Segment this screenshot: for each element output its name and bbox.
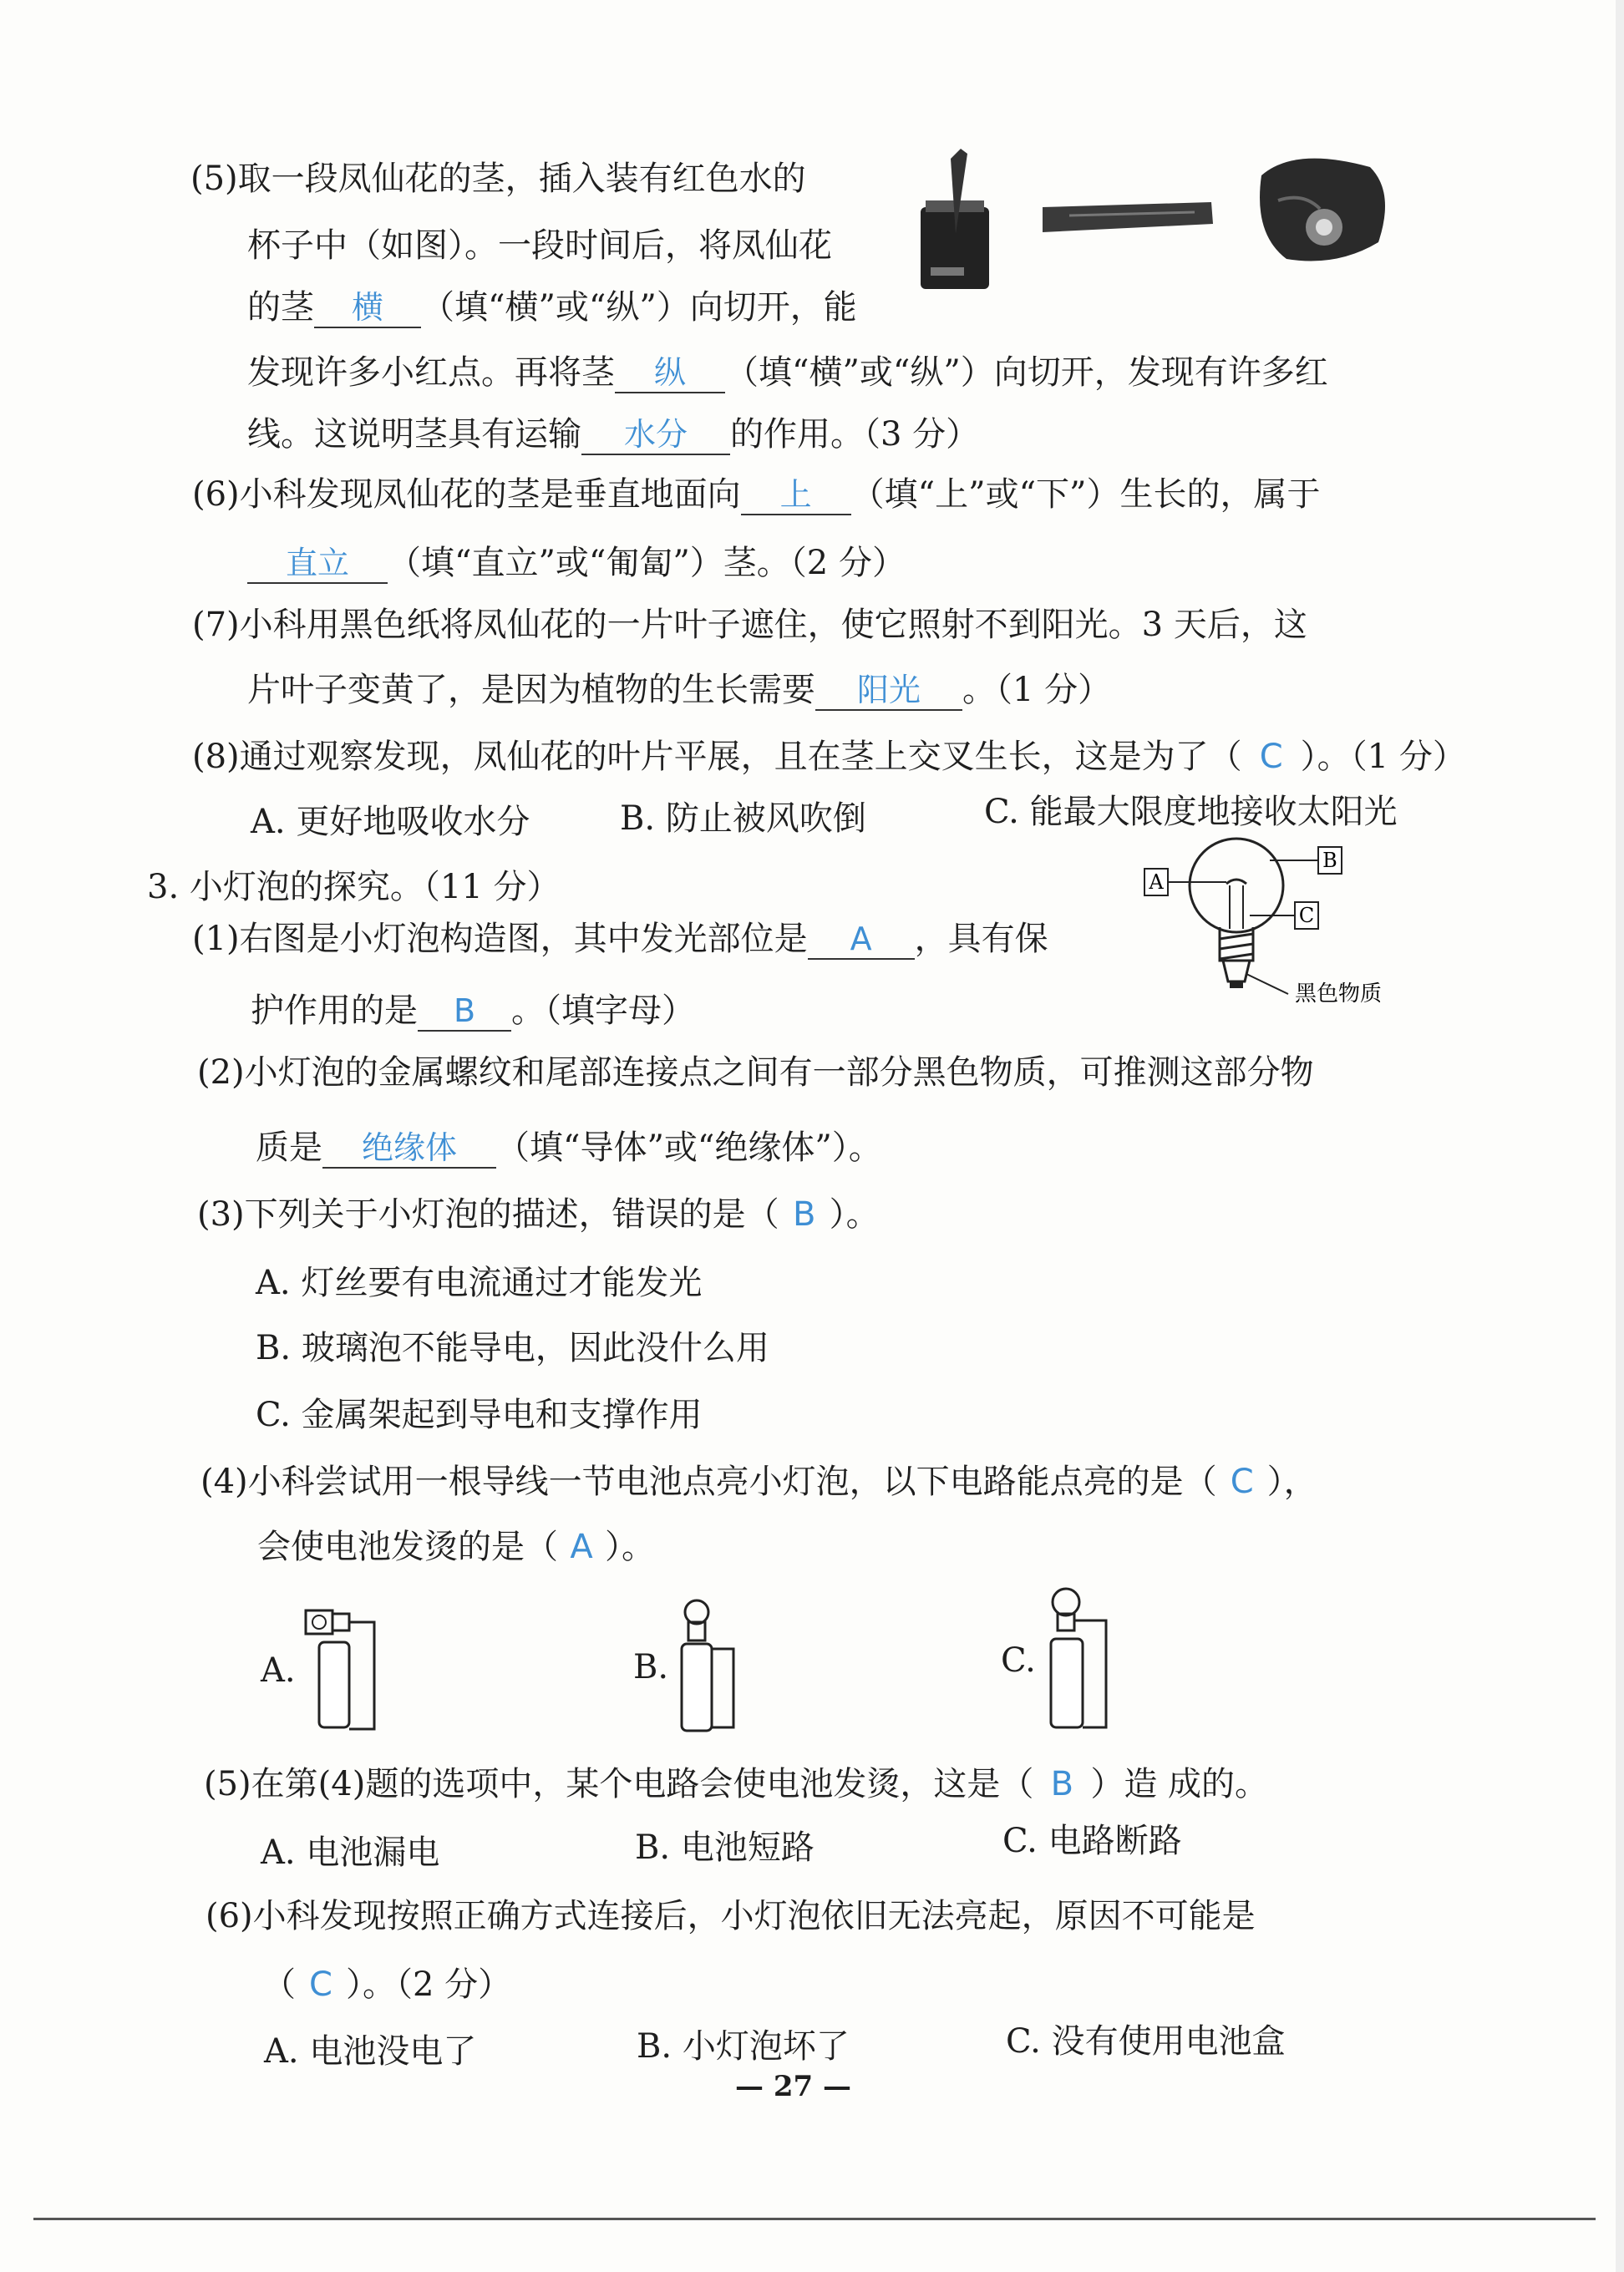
answer-blank-q2-6-b[interactable]: 直立 xyxy=(247,544,388,584)
q2-6-text2b: （填“直立”或“匍匐”）茎。（2 分） xyxy=(388,544,906,582)
answer-blank-q3-1-b[interactable]: B xyxy=(418,991,511,1032)
q3-4-text2a: 会使电池发烫的是（ xyxy=(257,1528,558,1566)
q3-4-line2 xyxy=(257,1525,655,1569)
q3-1-text2a: 护作用的是 xyxy=(251,991,418,1030)
circuit-a-figure[interactable] xyxy=(301,1602,393,1736)
answer-blank-q2-5-c[interactable]: 水分 xyxy=(581,415,730,455)
battery-icon xyxy=(319,1642,349,1727)
q3-1-line1 xyxy=(192,917,1048,961)
q3-5-line1 xyxy=(204,1762,1268,1806)
q2-5-text3b: （填“横”或“纵”）向切开，能 xyxy=(421,288,857,327)
q3-2-line1 xyxy=(197,1051,1314,1094)
bulb-label-b: B xyxy=(1322,849,1337,872)
battery-icon xyxy=(1051,1639,1083,1727)
q3-6-text1: 小科发现按照正确方式连接后，小灯泡依旧无法亮起，原因不可能是 xyxy=(252,1897,1256,1935)
q2-5-text5b: 的作用。（3 分） xyxy=(730,415,980,454)
circuit-c-label: C. xyxy=(1001,1641,1036,1680)
q2-5-text3a: 的茎 xyxy=(247,288,314,327)
q2-6-line2 xyxy=(247,541,906,585)
q2-8-option-b[interactable]: B. 防止被风吹倒 xyxy=(620,799,866,838)
q2-5-line4 xyxy=(247,351,1328,394)
q3-3-number: (3) xyxy=(197,1195,245,1234)
q2-8-text1a: 通过观察发现，凤仙花的叶片平展，且在茎上交叉生长，这是为了（ xyxy=(239,738,1242,776)
q3-2-text2b: （填“导体”或“绝缘体”）。 xyxy=(496,1128,882,1167)
q3-3-line1 xyxy=(197,1193,880,1236)
q3-4-number: (4) xyxy=(200,1463,248,1501)
q3-6-option-b[interactable]: B. 小灯泡坏了 xyxy=(637,2027,850,2066)
stem-longitudinal-icon xyxy=(1043,202,1213,232)
q3-3-text1a: 下列关于小灯泡的描述，错误的是（ xyxy=(244,1195,779,1234)
q2-5-number: (5) xyxy=(190,160,238,198)
q2-7-text2b: 。（1 分） xyxy=(962,671,1112,709)
q3-4-text2b: ）。 xyxy=(605,1528,655,1566)
q3-3-option-c[interactable]: C. 金属架起到导电和支撑作用 xyxy=(256,1396,703,1434)
bulb-upright-icon xyxy=(1053,1589,1079,1630)
answer-paren-q3-5[interactable]: B xyxy=(1050,1765,1074,1803)
q3-2-line2 xyxy=(256,1126,882,1169)
q3-4-text1b: ）， xyxy=(1266,1463,1317,1501)
q2-6-text1b: （填“上”或“下”）生长的，属于 xyxy=(850,475,1321,514)
answer-blank-q3-2-a[interactable]: 绝缘体 xyxy=(322,1128,496,1169)
q3-5-option-c[interactable]: C. 电路断路 xyxy=(1002,1822,1182,1860)
answer-blank-q2-6-a[interactable]: 上 xyxy=(741,475,851,515)
q3-4-text1a: 小科尝试用一根导线一节电池点亮小灯泡，以下电路能点亮的是（ xyxy=(247,1463,1217,1501)
bottom-divider xyxy=(33,2218,1596,2220)
answer-blank-q2-7-a[interactable]: 阳光 xyxy=(815,671,962,711)
q2-6-text1a: 小科发现凤仙花的茎是垂直地面向 xyxy=(239,475,741,514)
q2-5-line2 xyxy=(247,224,832,267)
q2-7-number: (7) xyxy=(192,606,240,644)
answer-paren-q3-6[interactable]: C xyxy=(309,1965,332,2004)
q3-1-text2b: 。（填字母） xyxy=(511,991,695,1030)
q2-5-text5a: 线。这说明茎具有运输 xyxy=(247,415,581,454)
q2-5-line5 xyxy=(247,413,979,456)
q3-5-text1b: ）造 成的。 xyxy=(1090,1765,1269,1803)
page-number: — 27 — xyxy=(735,2070,851,2103)
q2-5-text4a: 发现许多小红点。再将茎 xyxy=(247,353,615,392)
q2-8-line1 xyxy=(192,735,1466,778)
q2-7-text2a: 片叶子变黄了，是因为植物的生长需要 xyxy=(247,671,815,709)
circuit-c-figure[interactable] xyxy=(1036,1584,1128,1734)
q2-5-text1: 取一段凤仙花的茎，插入装有红色水的 xyxy=(237,160,806,198)
battery-icon xyxy=(682,1644,712,1731)
q3-4-line1 xyxy=(200,1460,1317,1504)
q3-3-text1b: ）。 xyxy=(829,1195,880,1234)
answer-paren-q3-3[interactable]: B xyxy=(792,1195,816,1234)
q3-6-option-a[interactable]: A. 电池没电了 xyxy=(264,2032,477,2071)
q3-3-option-a[interactable]: A. 灯丝要有电流通过才能发光 xyxy=(256,1264,703,1302)
answer-blank-q3-1-a[interactable]: A xyxy=(808,920,915,960)
q2-8-number: (8) xyxy=(192,738,240,776)
bulb-sideways-icon xyxy=(306,1610,349,1634)
page-edge xyxy=(1616,0,1624,2272)
answer-blank-q2-5-a[interactable]: 横 xyxy=(314,288,421,328)
q2-7-line2 xyxy=(247,668,1111,712)
circuit-b-figure[interactable] xyxy=(668,1595,760,1737)
q2-5-text2: 杯子中（如图）。一段时间后，将凤仙花 xyxy=(247,226,832,265)
q3-1-line2 xyxy=(251,989,695,1032)
q3-6-text2a: （ xyxy=(262,1965,296,2004)
q2-6-line1 xyxy=(192,473,1320,516)
bulb-label-c: C xyxy=(1298,904,1315,927)
answer-paren-q3-4-b[interactable]: A xyxy=(570,1528,593,1566)
bulb-label-a: A xyxy=(1149,870,1164,894)
q3-6-number: (6) xyxy=(206,1897,253,1935)
q3-5-text1a: 在第(4)题的选项中，某个电路会使电池发烫，这是（ xyxy=(251,1765,1034,1803)
q3-1-number: (1) xyxy=(192,920,240,958)
circuit-a-label: A. xyxy=(261,1651,296,1690)
bulb-upright-icon xyxy=(685,1600,708,1641)
q3-6-line1 xyxy=(206,1894,1256,1938)
stem-cross-section-icon xyxy=(1260,159,1385,261)
bulb-label-black-material: 黑色物质 xyxy=(1295,981,1383,1007)
circuit-b-label: B. xyxy=(633,1648,669,1686)
q2-8-text1b: ）。（1 分） xyxy=(1300,738,1466,776)
q2-7-line1 xyxy=(192,603,1307,647)
q3-1-text1b: ，具有保 xyxy=(914,920,1048,958)
q3-2-text2a: 质是 xyxy=(256,1128,322,1167)
answer-blank-q2-5-b[interactable]: 纵 xyxy=(615,353,725,393)
q2-5-line1 xyxy=(190,157,806,200)
q2-8-option-c[interactable]: C. 能最大限度地接收太阳光 xyxy=(984,793,1398,831)
q2-6-number: (6) xyxy=(192,475,240,514)
q3-5-option-b[interactable]: B. 电池短路 xyxy=(635,1828,815,1867)
q3-5-option-a[interactable]: A. 电池漏电 xyxy=(261,1833,440,1872)
q3-3-option-b[interactable]: B. 玻璃泡不能导电，因此没什么用 xyxy=(256,1329,769,1367)
q3-6-line2 xyxy=(262,1963,511,2006)
q3-2-text1: 小灯泡的金属螺纹和尾部连接点之间有一部分黑色物质，可推测这部分物 xyxy=(244,1053,1314,1092)
answer-paren-q2-8[interactable]: C xyxy=(1259,738,1283,776)
q3-6-text2b: ）。（2 分） xyxy=(346,1965,512,2004)
stem-experiment-figure xyxy=(902,142,1403,309)
q2-5-line3 xyxy=(247,286,857,329)
q3-5-number: (5) xyxy=(204,1765,251,1803)
q3-2-number: (2) xyxy=(197,1053,245,1092)
q2-5-text4b: （填“横”或“纵”）向切开，发现有许多红 xyxy=(725,353,1328,392)
beaker-icon xyxy=(921,149,989,289)
answer-paren-q3-4-a[interactable]: C xyxy=(1230,1463,1254,1501)
q2-7-text1: 小科用黑色纸将凤仙花的一片叶子遮住，使它照射不到阳光。3 天后，这 xyxy=(239,606,1307,644)
bulb-structure-diagram xyxy=(1136,835,1437,1011)
lightbulb-icon xyxy=(1190,839,1283,988)
q2-8-option-a[interactable]: A. 更好地吸收水分 xyxy=(251,803,530,841)
q3-1-text1a: 右图是小灯泡构造图，其中发光部位是 xyxy=(239,920,808,958)
q3-title: 3. 小灯泡的探究。（11 分） xyxy=(147,868,561,906)
q3-6-option-c[interactable]: C. 没有使用电池盒 xyxy=(1006,2022,1286,2061)
